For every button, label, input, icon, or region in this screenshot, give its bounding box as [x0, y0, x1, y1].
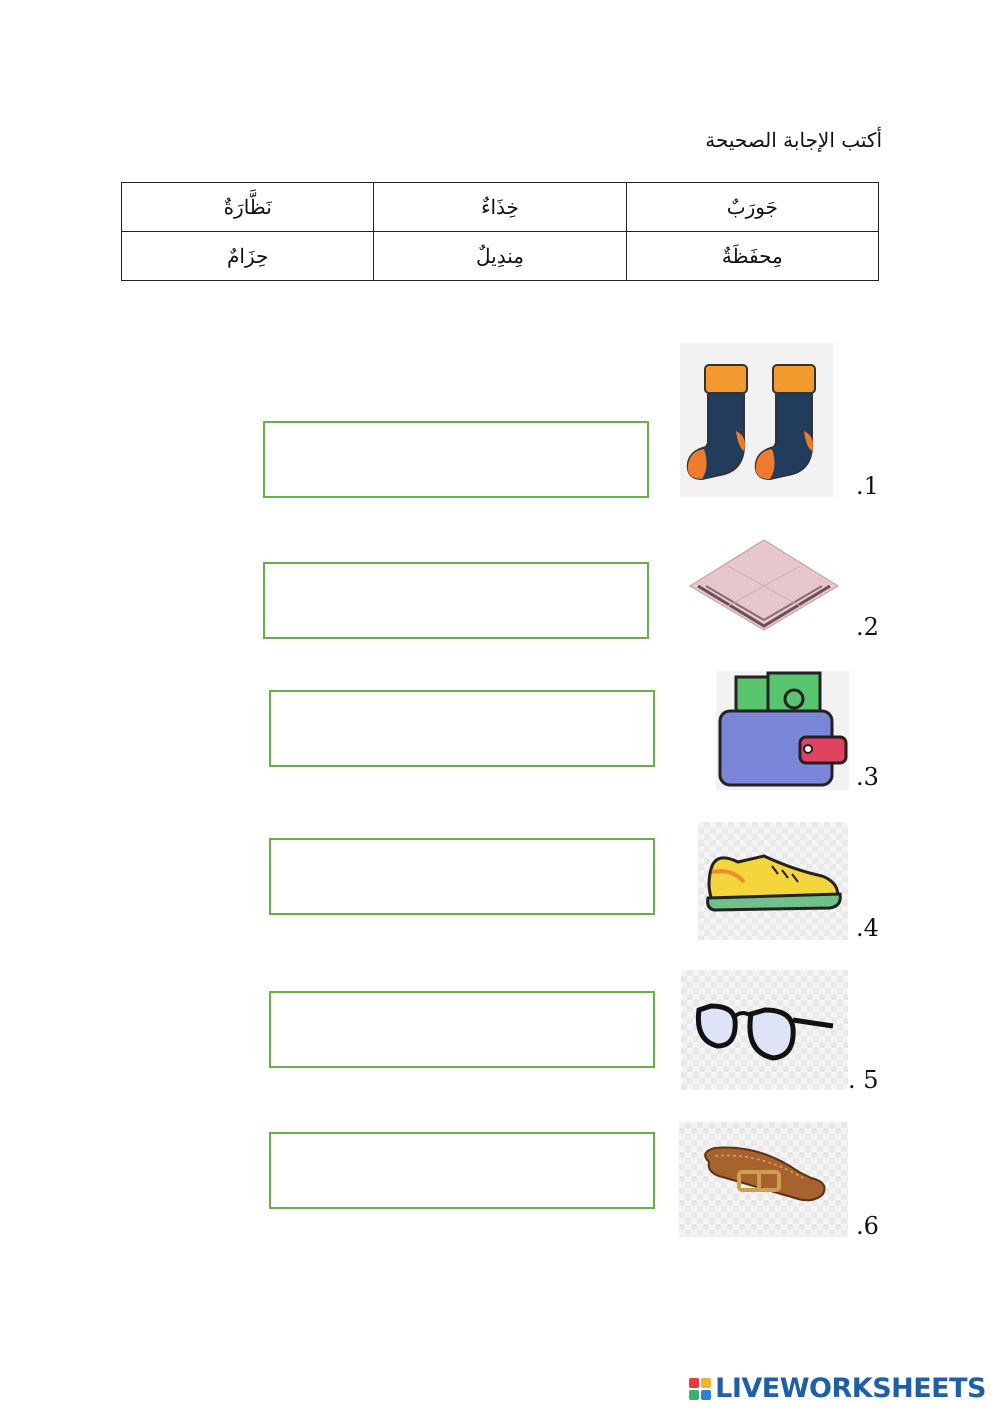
word-bank-cell: مِندِيلٌ	[374, 232, 626, 281]
wallet-icon	[716, 671, 849, 790]
logo-mark-icon	[689, 1378, 711, 1400]
belt-icon	[679, 1122, 848, 1237]
item-number: .6	[856, 1212, 879, 1240]
word-bank-cell: نَظَّارَةٌ	[122, 183, 374, 232]
item-number: .4	[856, 914, 879, 942]
answer-box-5[interactable]	[269, 991, 655, 1068]
word-bank-cell: جَورَبٌ	[626, 183, 878, 232]
glasses-icon	[681, 970, 848, 1090]
handkerchief-icon	[688, 536, 840, 634]
answer-box-3[interactable]	[269, 690, 655, 767]
liveworksheets-logo	[689, 1373, 986, 1404]
answer-box-2[interactable]	[263, 562, 649, 639]
word-bank-cell: حِزَامٌ	[122, 232, 374, 281]
word-bank-row	[122, 232, 879, 281]
answer-box-1[interactable]	[263, 421, 649, 498]
word-bank-cell: مِحفَظَةٌ	[626, 232, 878, 281]
answer-box-6[interactable]	[269, 1132, 655, 1209]
word-bank-row	[122, 183, 879, 232]
item-number: .2	[856, 613, 879, 641]
instruction-text: أكتب الإجابة الصحيحة	[705, 128, 882, 152]
item-number: . 5	[848, 1066, 879, 1094]
word-bank-cell: خِذَاءٌ	[374, 183, 626, 232]
item-number: .1	[856, 472, 879, 500]
shoe-icon	[698, 822, 848, 940]
socks-icon	[680, 343, 833, 497]
logo-text: LIVEWORKSHEETS	[715, 1373, 986, 1404]
answer-box-4[interactable]	[269, 838, 655, 915]
word-bank-table	[121, 182, 879, 281]
item-number: .3	[856, 763, 879, 791]
